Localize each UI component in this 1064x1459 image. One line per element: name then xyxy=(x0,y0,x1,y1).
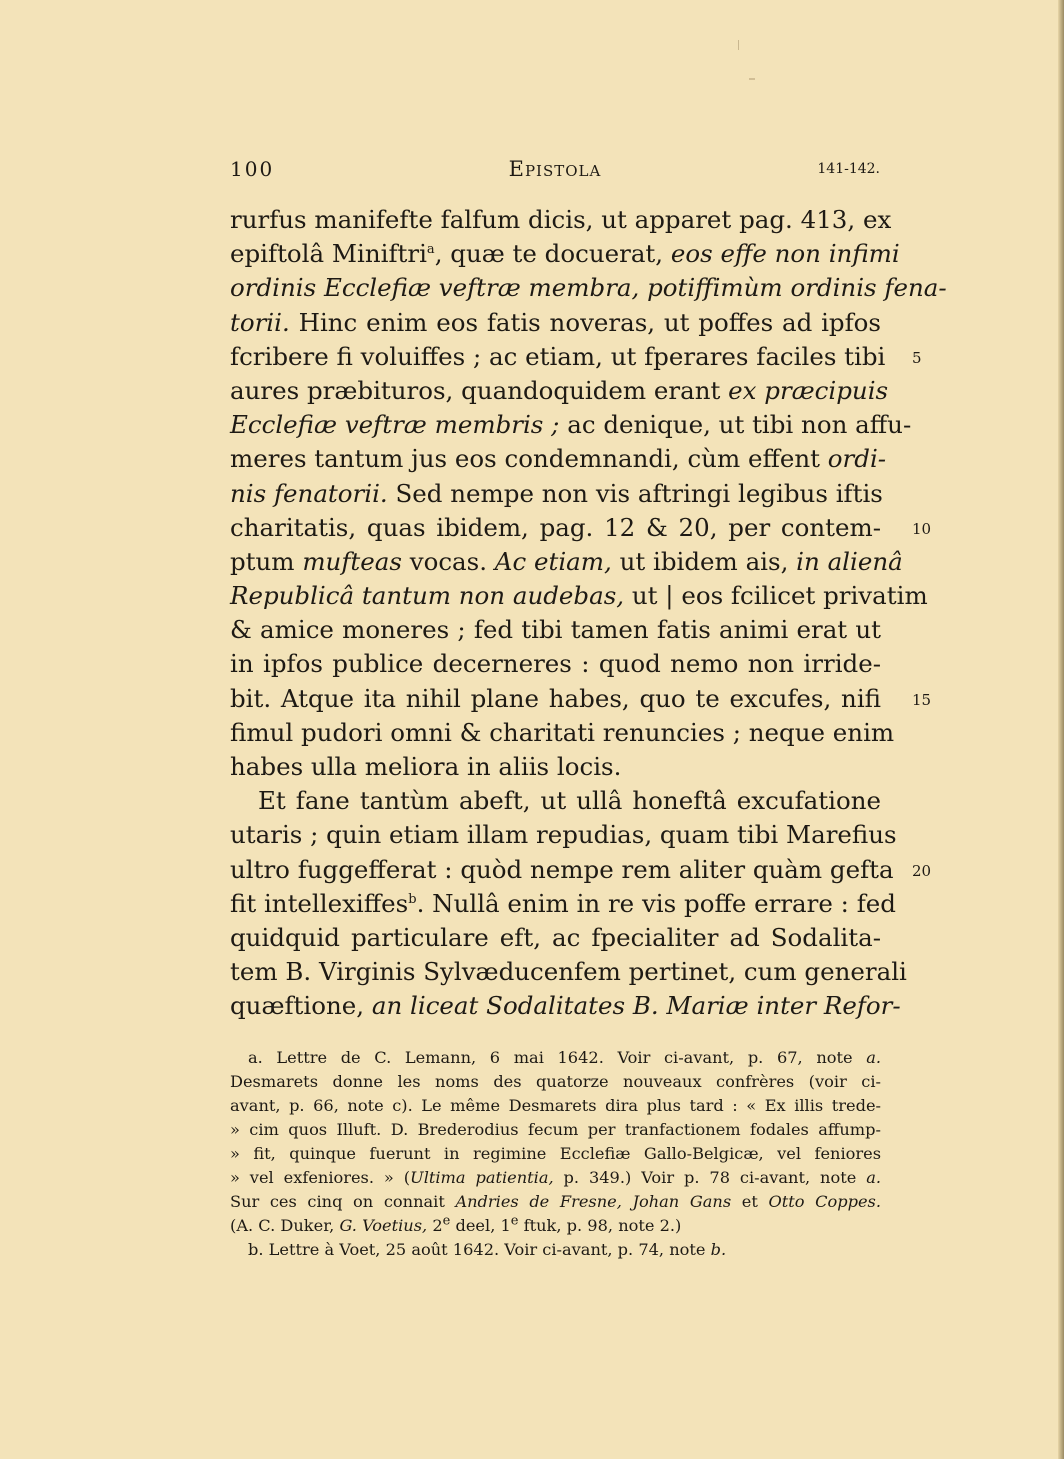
text-run: . Nullâ enim in re vis poffe errare : fed xyxy=(416,888,896,918)
page-edge-shadow xyxy=(1058,0,1064,1459)
text-line xyxy=(230,545,903,579)
italic-run: Andries de Fresne, Johan Gans xyxy=(455,1192,732,1211)
italic-run: Otto Coppes. xyxy=(768,1192,881,1211)
text-run: ut | eos fcilicet privatim xyxy=(624,581,928,611)
italic-run: in alienâ xyxy=(796,546,903,576)
text-line xyxy=(230,408,912,442)
text-run: Desmarets donne les noms des quatorze nouveaux confrères (voir ci- xyxy=(230,1072,881,1091)
text-run: rurfus manifefte falfum dicis, ut apparet pag. 413, ex xyxy=(230,205,892,234)
text-run: charitatis, quas ibidem, pag. 12 & 20, per contem- xyxy=(230,512,881,542)
italic-run: ordi- xyxy=(827,444,887,474)
text-run: fimul pudori omni & charitati renuncies ; neque enim xyxy=(230,717,895,747)
text-line xyxy=(230,237,900,271)
text-run: a. Lettre de C. Lemann, 6 mai 1642. Voir ci-avant, p. 67, note xyxy=(248,1048,867,1067)
text-run: meres tantum jus eos condemnandi, cùm effent xyxy=(230,444,828,474)
text-run: aures præbituros, quandoquidem erant xyxy=(230,375,729,405)
italic-run: G. Voetius, xyxy=(339,1216,428,1235)
text-line xyxy=(230,784,881,818)
italic-run: Republicâ tantum non audebas, xyxy=(230,581,625,611)
paper-speck xyxy=(749,78,755,80)
footnote-line xyxy=(230,1190,881,1214)
italic-run: eos effe non infimi xyxy=(670,239,900,269)
running-header xyxy=(230,157,880,187)
text-run: avant, p. 66, note c). Le même Desmarets dira plus tard : « Ex illis trede- xyxy=(230,1096,881,1115)
text-line xyxy=(230,442,887,476)
text-run: Sur ces cinq on connait xyxy=(230,1192,456,1211)
text-line xyxy=(230,682,881,716)
text-run: ut ibidem ais, xyxy=(611,546,797,576)
text-run: tem B. Virginis Sylvæducenfem pertinet, cum generali xyxy=(230,957,907,987)
text-run: ultro fuggefferat : quòd nempe rem aliter quàm gefta xyxy=(230,854,894,884)
text-run: habes ulla meliora in aliis locis. xyxy=(230,752,622,781)
text-line xyxy=(230,750,881,784)
text-line xyxy=(230,887,896,921)
margin-line-number: 10 xyxy=(912,519,932,538)
text-run: ptum xyxy=(230,546,303,576)
text-run: quæftione, xyxy=(230,991,372,1021)
text-run: b. Lettre à Voet, 25 août 1642. Voir ci-avant, p. 74, note xyxy=(248,1240,711,1259)
text-run: & amice moneres ; fed tibi tamen fatis animi erat ut xyxy=(230,615,881,645)
text-line xyxy=(230,477,881,511)
footnote-marker: e xyxy=(442,1213,451,1229)
text-run: p. 349.) Voir p. 78 ci-avant, note xyxy=(553,1168,867,1187)
footnote-line xyxy=(230,1214,881,1238)
text-run: vocas. xyxy=(401,546,495,576)
footnote-line xyxy=(230,1166,881,1190)
footnote-line xyxy=(230,1046,881,1070)
text-line xyxy=(230,374,889,408)
footnote-line xyxy=(230,1094,881,1118)
footnote-line xyxy=(230,1070,881,1094)
text-run: Et fane tantùm abeft, ut ullâ honeftâ excufatione xyxy=(258,786,881,816)
letter-reference: 141-142. xyxy=(817,161,880,177)
text-line xyxy=(230,955,907,989)
footnote-line xyxy=(230,1238,881,1262)
text-run: » fit, quinque fuerunt in regimine Ecclefiæ Gallo-Belgicæ, vel feniores xyxy=(230,1144,881,1163)
text-run: (A. C. Duker, xyxy=(230,1216,340,1235)
paper-speck xyxy=(738,40,739,50)
text-line xyxy=(230,306,881,340)
italic-run: mufteas xyxy=(302,546,402,576)
text-run: bit. Atque ita nihil plane habes, quo te excufes, nifi xyxy=(230,683,881,713)
text-run: Hinc enim eos fatis noveras, ut poffes ad ipfos xyxy=(289,307,881,337)
italic-run: torii. xyxy=(230,307,290,337)
italic-run: Ecclefiæ veftræ membris ; xyxy=(230,410,560,440)
italic-run: a. xyxy=(866,1168,881,1187)
footnote-marker: e xyxy=(510,1213,519,1229)
text-run: utaris ; quin etiam illam repudias, quam tibi Marefius xyxy=(230,820,897,850)
italic-run: nis fenatorii. xyxy=(230,478,388,508)
italic-run: a. xyxy=(866,1048,881,1067)
text-run: » cim quos Illuft. D. Brederodius fecum per tranfactionem fodales affump- xyxy=(230,1120,881,1139)
italic-run: Ac etiam, xyxy=(494,546,612,576)
text-line xyxy=(230,921,881,955)
text-line xyxy=(230,853,894,887)
italic-run: an liceat Sodalitates B. Mariæ inter Refor- xyxy=(371,991,901,1021)
text-line xyxy=(230,203,892,237)
running-title: Epistola xyxy=(508,157,602,181)
text-line xyxy=(230,340,886,374)
text-line xyxy=(230,271,947,305)
text-run: fit intellexiffes xyxy=(230,888,409,918)
italic-run: Ultima patientia, xyxy=(410,1168,554,1187)
text-line xyxy=(230,989,901,1023)
text-run: ftuk, p. 98, note 2.) xyxy=(518,1216,682,1235)
text-run: ac denique, ut tibi non affu- xyxy=(559,410,912,440)
text-run: et xyxy=(731,1192,769,1211)
text-run: fcribere fi voluiffes ; ac etiam, ut fperares faciles tibi xyxy=(230,341,886,371)
text-run: deel, 1 xyxy=(450,1216,511,1235)
text-line xyxy=(230,818,897,852)
footnote-line xyxy=(230,1118,881,1142)
text-line xyxy=(230,716,895,750)
text-run: , quæ te docuerat, xyxy=(434,239,671,269)
text-line xyxy=(230,511,881,545)
italic-run: b. xyxy=(710,1240,727,1259)
footnote-marker: b xyxy=(408,891,417,907)
text-run: quidquid particulare eft, ac fpecialiter ad Sodalita- xyxy=(230,922,881,952)
margin-line-number: 5 xyxy=(912,348,922,367)
footnotes xyxy=(230,1046,881,1262)
footnote-line xyxy=(230,1142,881,1166)
text-run: Sed nempe non vis aftringi legibus iftis xyxy=(387,478,883,508)
margin-line-number: 20 xyxy=(912,861,932,880)
text-line xyxy=(230,579,928,613)
italic-run: ex præcipuis xyxy=(728,375,889,405)
text-run: in ipfos publice decerneres : quod nemo non irride- xyxy=(230,649,881,679)
text-run: epiftolâ Miniftri xyxy=(230,239,427,269)
text-line xyxy=(230,613,881,647)
text-line xyxy=(230,647,881,681)
margin-line-number: 15 xyxy=(912,690,932,709)
text-run: » vel exfeniores. » ( xyxy=(230,1168,411,1187)
footnote-marker: a xyxy=(426,242,435,258)
text-run: 2 xyxy=(427,1216,443,1235)
italic-run: ordinis Ecclefiæ veftræ membra, potiffimùm ordinis fena- xyxy=(230,273,947,303)
page-number: 100 xyxy=(230,157,275,181)
